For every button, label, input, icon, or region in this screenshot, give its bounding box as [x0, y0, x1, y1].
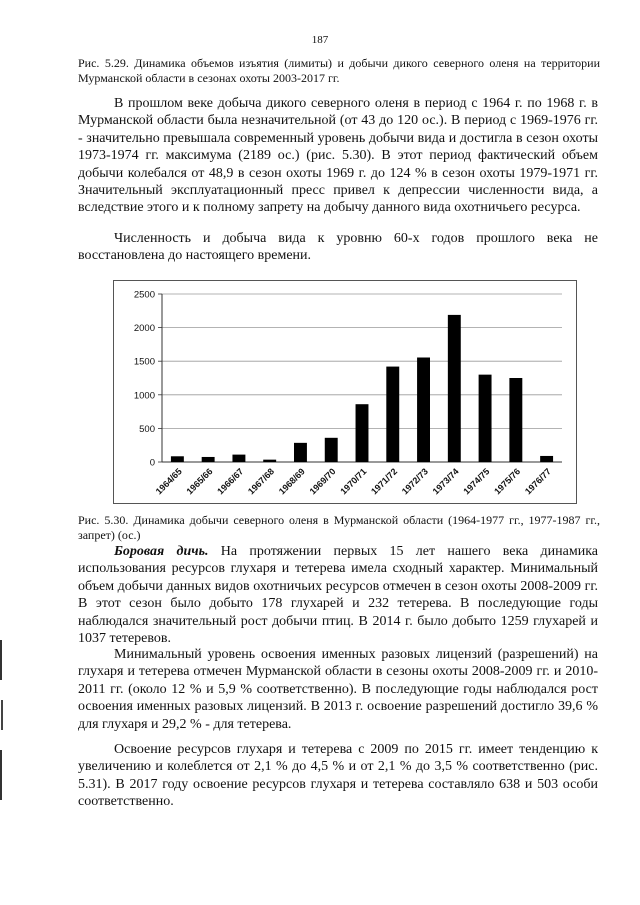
chart-bar	[386, 367, 399, 462]
x-tick-label: 1974/75	[461, 466, 492, 497]
paragraph-text: Минимальный уровень освоения именных разовых лицензий (разрешений) на глухаря и тетерева отмечен Мурманской области в сезоны охоты 2008-2009 гг. и 2010-2011 гг. (около 12 % и 5,9 % соответственно). В последующие годы наблюдался рост освоения именных разовых лицензий. В 2013 г. освоение разрешений достигло 39,6 % для глухаря и 29,2 % - для тетерева.	[78, 647, 598, 732]
y-tick-label: 1500	[133, 356, 155, 368]
x-tick-label: 1973/74	[430, 466, 461, 497]
paragraph-licenses	[78, 646, 598, 733]
page-number: 187	[311, 34, 329, 46]
y-tick-label: 500	[139, 423, 155, 435]
figure-caption-5-29: Рис. 5.29. Динамика объемов изъятия (лимиты) и добычи дикого северного оленя на территории Мурманской области в сезонах охоты 2003-2017 гг.	[78, 56, 600, 85]
x-tick-label: 1976/77	[522, 466, 554, 497]
paragraph-text: На протяжении первых 15 лет нашего века динамика использования ресурсов глухаря и тетерева имела сходный характер. Минимальный объем добычи данных видов охотничьих ресурсов отмечен в сезон охоты 2008-2009 гг. В этот сезон было добыто 178 глухарей и 232 тетерева. В последующие годы наблюдался значительный рост добычи птиц. В 2014 г. было добыто 1259 глухарей и 1037 тетеревов.	[78, 544, 599, 647]
x-tick-label: 1965/66	[184, 466, 215, 497]
section-lead: Боровая дичь.	[114, 544, 209, 559]
x-tick-label: 1971/72	[369, 466, 400, 497]
chart-bar	[263, 460, 276, 462]
x-tick-label: 1970/71	[338, 466, 369, 497]
paragraph-text: Освоение ресурсов глухаря и тетерева с 2009 по 2015 гг. имеет тенденцию к увеличению и колеблется от 2,1 % до 4,5 % и от 2,1 % до 3,5 % соответственно (рис. 5.31). В 2017 году освоение ресурсов глухаря и тетерева составляло 638 и 503 особи соответственно.	[78, 742, 598, 810]
paragraph-game-birds	[78, 543, 598, 647]
chart-bar	[448, 315, 461, 462]
paragraph-text: В прошлом веке добыча дикого северного оленя в период с 1964 г. по 1968 г. в Мурманской области была незначительной (от 43 до 120 ос.). В период с 1969-1976 гг. - значительно превышала современный уровень добычи вида и достигла в сезон охоты 1973-1974 гг. максимума (2189 ос.) (рис. 5.30). В этот период фактический объем добычи колебался от 48,9 в сезон охоты 1969 г. до 124 % в сезон охоты 1979-1971 гг. Значительный эксплуатационный пресс привел к депрессии численности вида, а вследствие этого и к полному запрету на добычу данного вида охотничьего ресурса.	[78, 96, 598, 216]
paragraph-resource-use	[78, 741, 598, 811]
scan-edge-marks	[0, 640, 4, 820]
chart-bar	[202, 457, 215, 462]
chart-bar	[540, 456, 553, 462]
y-tick-label: 2500	[133, 289, 155, 301]
paragraph-population	[78, 230, 598, 265]
y-tick-label: 2000	[133, 323, 155, 335]
reindeer-harvest-chart	[113, 280, 577, 504]
x-tick-label: 1966/67	[215, 466, 246, 497]
chart-bar	[479, 375, 492, 462]
x-tick-label: 1964/65	[153, 466, 184, 497]
paragraph-text: Численность и добыча вида к уровню 60-х годов прошлого века не восстановлена до настоящего времени.	[78, 231, 598, 264]
paragraph-reindeer-history	[78, 95, 598, 217]
figure-caption-5-30: Рис. 5.30. Динамика добычи северного оленя в Мурманской области (1964-1977 гг., 1977-1987 гг., запрет) (ос.)	[78, 513, 600, 542]
chart-bar	[417, 358, 430, 462]
chart-bar	[294, 443, 307, 462]
x-tick-label: 1975/76	[492, 466, 523, 497]
chart-bar	[171, 456, 184, 462]
chart-canvas	[114, 281, 576, 503]
y-tick-label: 1000	[133, 390, 155, 402]
x-tick-label: 1968/69	[276, 466, 307, 497]
x-tick-label: 1967/68	[246, 466, 277, 497]
x-tick-label: 1969/70	[307, 466, 338, 497]
x-tick-label: 1972/73	[399, 466, 430, 497]
chart-bar	[232, 455, 245, 462]
chart-bar	[509, 378, 522, 462]
y-tick-label: 0	[149, 457, 155, 469]
chart-bar	[356, 404, 369, 462]
chart-bar	[325, 438, 338, 462]
